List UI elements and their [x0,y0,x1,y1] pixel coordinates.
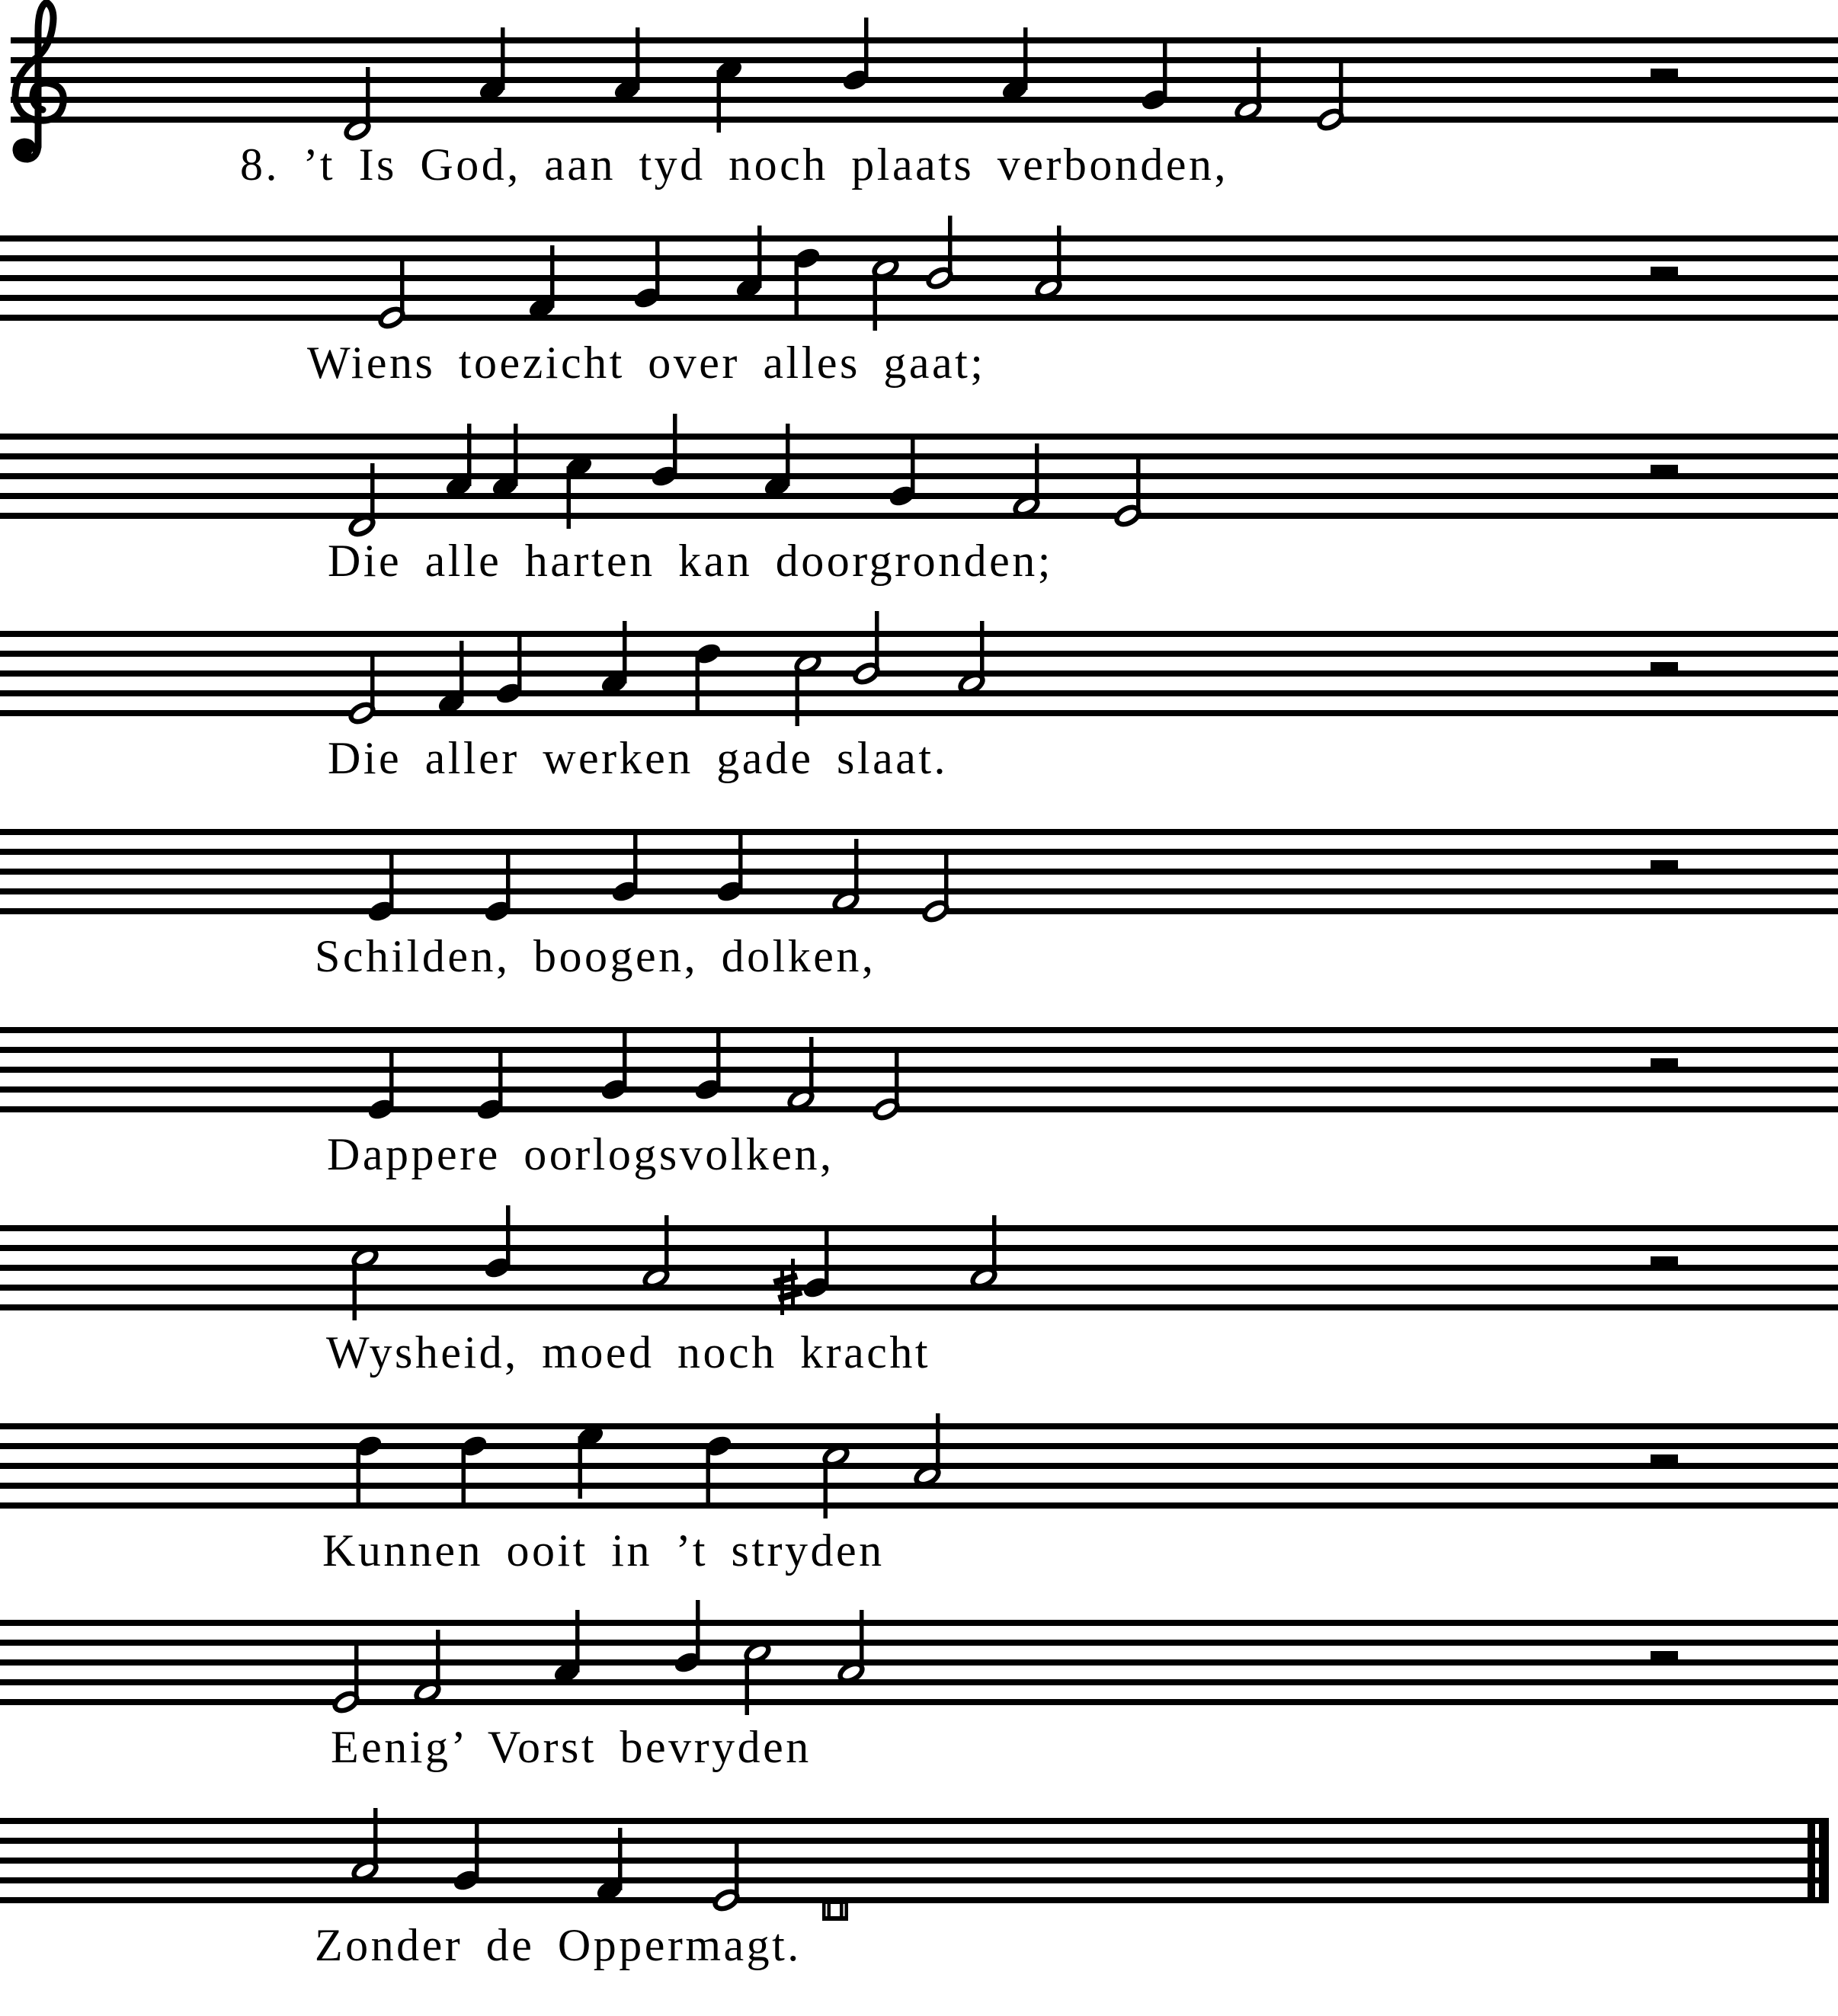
note-stem [436,1630,440,1692]
note-E4-half [378,255,405,330]
staff-line [0,1897,1829,1903]
note-stem [506,1205,511,1268]
half-rest-icon [1651,1651,1678,1662]
lyric-line-9: Eenig’ Vorst bevryden [331,1722,812,1772]
note-stem [567,466,572,529]
staff-line [0,829,1838,835]
note-stem [717,70,722,133]
staff-line [0,690,1838,696]
staff-line [11,57,1838,63]
note-stem [948,216,953,278]
note-E4-half [1317,57,1344,132]
lyric-line-6: Dappere oorlogsvolken, [327,1129,834,1179]
note-stem [854,839,859,901]
note-stem [506,849,511,911]
staff-line [0,473,1838,479]
staff-6 [0,977,1838,1176]
lyric-line-8: Kunnen ooit in ’t stryden [322,1525,885,1576]
staff-line [0,888,1838,894]
staff-line [0,1027,1838,1033]
staff-line [0,1423,1838,1429]
note-stem [873,268,878,331]
staff-line [0,1265,1838,1271]
staff-line [0,295,1838,301]
half-rest-icon [1651,662,1678,674]
staff-line [0,1463,1838,1469]
half-rest-icon [1651,69,1678,80]
note-stem [864,18,869,80]
note-stem [1339,57,1343,120]
note-stem [501,27,505,90]
note-stem [786,424,790,486]
lyric-line-3: Die alle harten kan doorgronden; [328,536,1053,586]
staff-line [0,1818,1829,1824]
note-B4-half [853,611,880,686]
note-stem [944,849,949,911]
note-stem [980,621,985,683]
note-stem [373,1808,378,1870]
staff-line [0,513,1838,519]
staff-line [11,37,1838,43]
staff-line [0,1443,1838,1449]
staff-line [0,1067,1838,1073]
note-stem [716,1027,721,1090]
note-stem [1136,453,1141,516]
staff-line [0,1858,1829,1864]
note-stem [575,1610,580,1672]
note-stem [389,849,394,911]
note-stem [745,1653,750,1715]
staff-line [0,255,1838,261]
note-stem [623,1027,627,1090]
note-stem [824,1456,828,1518]
note-D4-breve [822,1899,848,1921]
note-stem [623,621,627,683]
note-stem [696,1600,700,1662]
staff-line [0,1877,1829,1883]
note-stem [673,414,677,476]
staff-line [0,1225,1838,1231]
half-rest-icon [1651,860,1678,872]
staff-line [0,849,1838,855]
note-stem [1057,226,1061,288]
half-rest-icon [1651,1256,1678,1268]
note-B4-half [926,216,953,290]
note-E4-half [873,1047,900,1122]
staff-line [0,1699,1838,1705]
note-stem [370,651,375,713]
note-stem [517,631,522,693]
staff-line [0,1838,1829,1844]
note-stem [1163,37,1167,100]
lyric-line-2: Wiens toezicht over alles gaat; [307,338,986,388]
note-stem [633,829,638,891]
staff-9 [0,1570,1838,1769]
note-stem [795,258,799,321]
staff-line [0,908,1838,914]
note-E4-half [712,1838,740,1912]
note-stem [757,226,762,288]
note-stem [550,245,555,308]
note-stem [636,27,640,90]
note-stem [353,1258,357,1320]
staff-line [0,493,1838,499]
note-stem [664,1215,669,1278]
note-stem [1257,47,1261,110]
staff-line [0,1106,1838,1112]
note-stem [475,1818,479,1880]
note-stem [936,1413,940,1476]
note-stem [825,1225,829,1288]
staff-line [0,1086,1838,1093]
note-stem [655,235,660,298]
staff-8 [0,1373,1838,1573]
note-stem [1023,27,1028,90]
note-stem [389,1047,394,1109]
staff-line [0,651,1838,657]
lyric-line-4: Die aller werken gade slaat. [328,733,948,783]
staff-line [0,453,1838,459]
note-stem [370,463,375,526]
note-stem [735,1838,739,1900]
lyric-line-5: Schilden, boogen, dolken, [315,931,876,981]
lyric-line-10: Zonder de Oppermagt. [315,1920,802,1970]
staff-5 [0,779,1838,978]
staff-line [0,1502,1838,1509]
note-stem [696,654,700,716]
staff-line [0,315,1838,321]
note-stem [895,1047,899,1109]
note-stem [618,1828,623,1890]
staff-line [0,1679,1838,1685]
note-stem [578,1436,583,1499]
note-stem [860,1610,864,1672]
staff-line [0,1304,1838,1310]
note-E4-half [348,651,376,725]
note-stem [738,829,743,891]
staff-line [0,434,1838,440]
final-barline-thick [1819,1818,1829,1903]
note-stem [357,1446,361,1509]
note-stem [992,1215,997,1278]
lyric-line-7: Wysheid, moed noch kracht [326,1327,931,1378]
staff-10 [0,1768,1838,1967]
note-stem [366,67,370,130]
note-E4-half [922,849,949,923]
breve-note [822,1899,848,1921]
note-stem [809,1037,814,1099]
staff-line [0,1047,1838,1053]
staff-line [0,235,1838,242]
half-rest-icon [1651,1454,1678,1466]
lyric-line-1: 8. ’t Is God, aan tyd noch plaats verbonden, [240,139,1228,190]
staff-line [11,97,1838,103]
note-stem [460,641,464,703]
staff-line [11,117,1838,123]
staff-line [0,1659,1838,1666]
note-stem [911,434,915,496]
staff-line [0,275,1838,281]
staff-line [0,1245,1838,1251]
staff-line [0,710,1838,716]
note-stem [467,424,472,486]
staff-line [0,631,1838,637]
note-stem [706,1446,711,1509]
half-rest-icon [1651,1058,1678,1070]
half-rest-icon [1651,267,1678,278]
note-stem [514,424,518,486]
note-stem [400,255,405,318]
final-barline-thin [1808,1818,1815,1903]
note-stem [1035,443,1039,506]
note-stem [354,1640,359,1702]
staff-line [11,77,1838,83]
staff-line [0,1620,1838,1626]
note-stem [462,1446,466,1509]
note-E4-half [332,1640,360,1714]
staff-line [0,869,1838,875]
staff-line [0,1285,1838,1291]
staff-line [0,1640,1838,1646]
note-E4-half [1114,453,1142,528]
half-rest-icon [1651,465,1678,476]
note-stem [875,611,879,674]
note-stem [498,1047,503,1109]
note-stem [796,664,800,726]
staff-line [0,670,1838,677]
